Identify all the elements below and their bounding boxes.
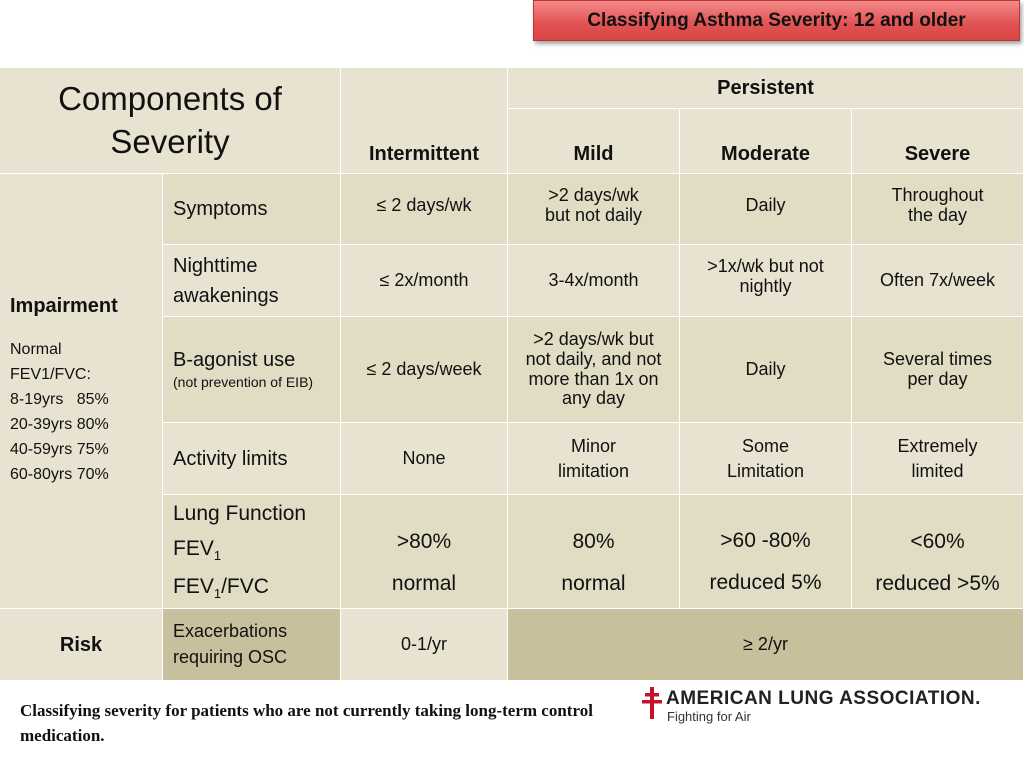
impairment-note: Normal bbox=[10, 341, 62, 358]
impairment-note: 8-19yrs 85% bbox=[10, 391, 109, 408]
fev1-label-text: FEV bbox=[173, 536, 214, 560]
symptoms-severe: Throughout the day bbox=[852, 174, 1024, 245]
impairment-note: FEV1/FVC: bbox=[10, 366, 91, 383]
lung-intermittent-ratio: normal bbox=[391, 571, 457, 595]
bagonist-sublabel: (not prevention of EIB) bbox=[173, 373, 314, 390]
lung-mild-ratio: normal bbox=[561, 571, 626, 595]
lung-mild bbox=[508, 495, 680, 609]
nighttime-label bbox=[163, 245, 341, 317]
fev1-fvc-label-text: FEV bbox=[173, 575, 214, 598]
lung-function-label: Lung Function bbox=[173, 501, 307, 525]
mild-header: Mild bbox=[508, 109, 680, 174]
lung-moderate-value: >60 -80% bbox=[720, 529, 811, 553]
lung-severe-ratio: reduced >5% bbox=[875, 571, 1000, 595]
lung-severe bbox=[852, 495, 1024, 609]
nighttime-label-text: Nighttime awakenings bbox=[173, 254, 279, 307]
lung-function-label-cell bbox=[163, 495, 341, 609]
logo-tagline: Fighting for Air bbox=[667, 709, 751, 724]
fvc-label-text: /FVC bbox=[221, 575, 269, 598]
risk-intermittent: 0-1/yr bbox=[341, 609, 508, 681]
activity-moderate: Some Limitation bbox=[680, 423, 852, 495]
bagonist-mild: >2 days/wk but not daily, and not more than 1x on any day bbox=[508, 317, 680, 423]
lung-severe-value: <60% bbox=[910, 530, 965, 554]
lung-intermittent bbox=[341, 495, 508, 609]
risk-persistent: ≥ 2/yr bbox=[508, 609, 1024, 681]
components-header-text: Components of Severity bbox=[58, 79, 282, 160]
activity-intermittent: None bbox=[341, 423, 508, 495]
impairment-note: 20-39yrs 80% bbox=[10, 416, 109, 433]
impairment-note: 60-80yrs 70% bbox=[10, 466, 109, 483]
fev1-fvc-subscript: 1 bbox=[213, 586, 222, 602]
footnote: Classifying severity for patients who are not currently taking long-term control medication. bbox=[20, 701, 593, 745]
nighttime-mild: 3-4x/month bbox=[508, 245, 680, 317]
symptoms-mild: >2 days/wk but not daily bbox=[508, 174, 680, 245]
risk-item-text: Exacerbations requiring OSC bbox=[173, 621, 288, 667]
american-lung-association-logo bbox=[642, 686, 982, 726]
fev1-subscript: 1 bbox=[213, 548, 222, 563]
logo-name: AMERICAN LUNG ASSOCIATION. bbox=[666, 688, 981, 709]
intermittent-header: Intermittent bbox=[341, 68, 508, 174]
bagonist-label: B-agonist use bbox=[173, 348, 296, 371]
nighttime-intermittent: ≤ 2x/month bbox=[341, 245, 508, 317]
components-of-severity-header bbox=[0, 68, 341, 174]
impairment-title: Impairment bbox=[10, 295, 118, 317]
symptoms-intermittent: ≤ 2 days/wk bbox=[341, 174, 508, 245]
bagonist-moderate: Daily bbox=[680, 317, 852, 423]
slide-title: Classifying Asthma Severity: 12 and older bbox=[533, 0, 1020, 41]
persistent-header: Persistent bbox=[508, 68, 1024, 109]
lung-mild-value: 80% bbox=[572, 530, 615, 554]
bagonist-severe: Several times per day bbox=[852, 317, 1024, 423]
impairment-cell bbox=[0, 174, 163, 609]
lung-moderate bbox=[680, 495, 852, 609]
activity-mild: Minor limitation bbox=[508, 423, 680, 495]
activity-label: Activity limits bbox=[163, 423, 341, 495]
bagonist-label-cell bbox=[163, 317, 341, 423]
fev1-fvc-label bbox=[173, 576, 269, 600]
asthma-severity-table bbox=[0, 68, 1024, 681]
moderate-header: Moderate bbox=[680, 109, 852, 174]
nighttime-severe: Often 7x/week bbox=[852, 245, 1024, 317]
bagonist-intermittent: ≤ 2 days/week bbox=[341, 317, 508, 423]
activity-severe: Extremely limited bbox=[852, 423, 1024, 495]
severe-header: Severe bbox=[852, 109, 1024, 174]
symptoms-moderate: Daily bbox=[680, 174, 852, 245]
lung-moderate-ratio: reduced 5% bbox=[709, 570, 822, 594]
lung-intermittent-value: >80% bbox=[396, 530, 452, 554]
risk-label: Risk bbox=[0, 609, 163, 681]
symptoms-label: Symptoms bbox=[163, 174, 341, 245]
nighttime-moderate: >1x/wk but not nightly bbox=[680, 245, 852, 317]
fev1-label bbox=[173, 538, 221, 562]
lorraine-cross-icon bbox=[642, 686, 662, 720]
risk-item bbox=[163, 609, 341, 681]
impairment-note: 40-59yrs 75% bbox=[10, 441, 109, 458]
